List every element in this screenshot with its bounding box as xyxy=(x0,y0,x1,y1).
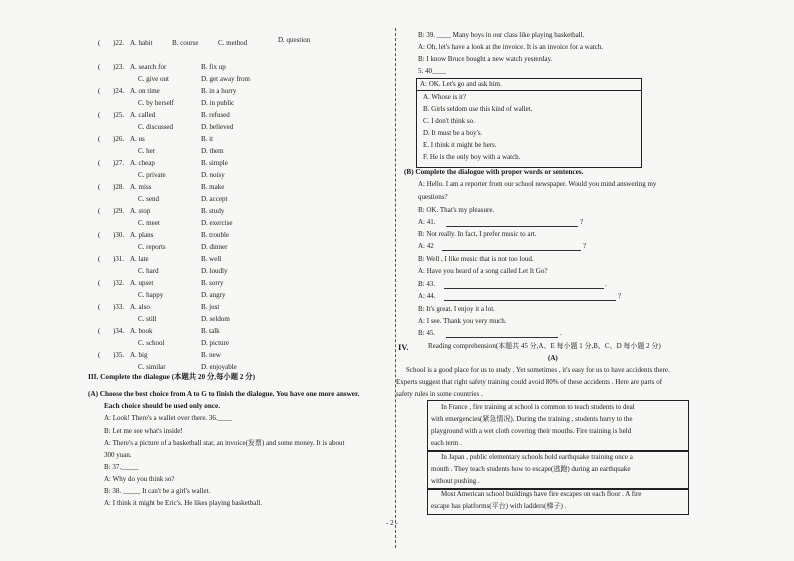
dialogue-line: A: OK. Let's go and ask him. xyxy=(420,80,502,88)
question-number: )23. xyxy=(113,63,125,71)
option-c: C. similar xyxy=(138,363,166,371)
reading-subtitle: (A) xyxy=(548,354,558,362)
question-number: )31. xyxy=(113,255,125,263)
answer-paren: ( xyxy=(98,63,101,71)
option-d: D. enjoyable xyxy=(201,363,237,371)
option-b: B. new xyxy=(201,351,221,359)
option-a: A. book xyxy=(130,327,153,335)
option-item: A. Whose is it? xyxy=(423,93,467,101)
option-b: B. trouble xyxy=(201,231,229,239)
option-c: C. her xyxy=(138,147,156,155)
dialogue-line: B: 45. xyxy=(418,329,436,337)
option-c: C. send xyxy=(138,195,159,203)
option-c: C. discussed xyxy=(138,123,173,131)
option-b: B. refused xyxy=(201,111,230,119)
q-mark: ? xyxy=(618,292,622,300)
column-divider xyxy=(395,28,396,548)
option-b: B. sorry xyxy=(201,279,224,287)
dialogue-line: B: Let me see what's inside! xyxy=(104,427,183,435)
option-b: B. well xyxy=(201,255,222,263)
page-number: - 2 - xyxy=(386,519,398,527)
answer-blank-45[interactable] xyxy=(446,337,558,338)
question-number: )34. xyxy=(113,327,125,335)
rule-line: each term . xyxy=(431,439,462,447)
option-a: A. stop xyxy=(130,207,151,215)
question-number: )35. xyxy=(113,351,125,359)
option-c: C. happy xyxy=(138,291,164,299)
options-box-rule xyxy=(416,90,641,91)
part-b-title: (B) Complete the dialogue with proper words or sentences. xyxy=(404,168,584,176)
part-a-instruction-2: Each choice should be used only once. xyxy=(104,402,221,410)
dialogue-line: B: 43. xyxy=(418,280,436,288)
question-number: )22. xyxy=(113,39,125,47)
question-number: )24. xyxy=(113,87,125,95)
option-item: E. I think it might be hers. xyxy=(423,141,497,149)
dialogue-line: A: 42 xyxy=(418,242,434,250)
answer-blank-43[interactable] xyxy=(444,288,604,289)
option-d: D. exercise xyxy=(201,219,233,227)
dialogue-line: B: 39. ____ Many boys in our class like playing basketball. xyxy=(418,31,585,39)
dialogue-line: B: OK. That's my pleasure. xyxy=(418,206,495,214)
option-c: C. school xyxy=(138,339,165,347)
option-d: D. them xyxy=(201,147,224,155)
dialogue-line: B: I know Bruce bought a new watch yesterday. xyxy=(418,55,553,63)
option-c: C. give out xyxy=(138,75,169,83)
question-number: )28. xyxy=(113,183,125,191)
option-item: C. I don't think so. xyxy=(423,117,475,125)
rule-line: without pushing . xyxy=(431,477,480,485)
answer-paren: ( xyxy=(98,111,101,119)
dialogue-line: A: Have you heard of a song called Let It Go? xyxy=(418,267,548,275)
option-a: A. big xyxy=(130,351,148,359)
dialogue-line: A: 44. xyxy=(418,292,436,300)
option-c: C. private xyxy=(138,171,166,179)
option-b: B. study xyxy=(201,207,225,215)
rule-line: Most American school buildings have fire escapes on each floor . A fire xyxy=(441,490,642,498)
option-a: A. search for xyxy=(130,63,167,71)
answer-paren: ( xyxy=(98,87,101,95)
option-b: B. talk xyxy=(201,327,220,335)
dialogue-line: questions? xyxy=(418,193,448,201)
option-d: D. seldom xyxy=(201,315,230,323)
option-a: A. plans xyxy=(130,231,154,239)
answer-paren: ( xyxy=(98,351,101,359)
answer-paren: ( xyxy=(98,135,101,143)
option-item: F. He is the only boy with a watch. xyxy=(423,153,521,161)
option-a: A. miss xyxy=(130,183,152,191)
rule-line: month . They teach students how to escape(逃跑) during an earthquake xyxy=(431,465,631,473)
option-d: D. question xyxy=(278,36,311,44)
part-a-instruction-1: (A) Choose the best choice from A to G to finish the dialogue. You have one more answer. xyxy=(88,390,360,398)
dialogue-line: B: It's great. I enjoy it a lot. xyxy=(418,305,495,313)
question-number: )25. xyxy=(113,111,125,119)
option-a: A. on time xyxy=(130,87,160,95)
answer-paren: ( xyxy=(98,327,101,335)
option-d: D. believed xyxy=(201,123,234,131)
answer-paren: ( xyxy=(98,207,101,215)
option-c: C. hard xyxy=(138,267,159,275)
option-c: C. method xyxy=(218,39,248,47)
option-a: A. late xyxy=(130,255,149,263)
question-number: )32. xyxy=(113,279,125,287)
option-d: D. noisy xyxy=(201,171,225,179)
option-d: D. angry xyxy=(201,291,226,299)
rule-line: escape has platforms(平台) with ladders(梯子) . xyxy=(431,502,567,510)
q-mark: ? xyxy=(580,218,584,226)
option-d: D. get away from xyxy=(201,75,250,83)
answer-paren: ( xyxy=(98,279,101,287)
option-b: B. fix up xyxy=(201,63,226,71)
section-4-title: Reading comprehension(本题共 45 分,A、E 每小题 1 分,B、C、D 每小题 2 分) xyxy=(428,342,661,350)
question-number: )29. xyxy=(113,207,125,215)
q-mark: . xyxy=(605,280,607,288)
answer-paren: ( xyxy=(98,183,101,191)
option-b: B. it xyxy=(201,135,214,143)
option-a: A. also xyxy=(130,303,150,311)
option-d: D. in public xyxy=(201,99,235,107)
option-a: A. cheap xyxy=(130,159,155,167)
option-c: C. reports xyxy=(138,243,166,251)
option-a: A. habit xyxy=(130,39,153,47)
dialogue-line: B: Not really. In fact, I prefer music to art. xyxy=(418,230,537,238)
answer-paren: ( xyxy=(98,39,101,47)
option-a: A. called xyxy=(130,111,156,119)
question-number: )30. xyxy=(113,231,125,239)
rule-line: In Japan , public elementary schools hold earthquake training once a xyxy=(441,453,633,461)
reading-intro-line: School is a good place for us to study . Yet sometimes , it's easy for us to have accidents there. xyxy=(406,366,670,374)
question-number: )26. xyxy=(113,135,125,143)
reading-intro-line: safety rules in some countries . xyxy=(396,390,483,398)
dialogue-line: A: Look! There's a wallet over there. 36.____ xyxy=(104,414,232,422)
q-mark: . xyxy=(560,329,562,337)
q-mark: ? xyxy=(583,242,587,250)
section-3-title: III. Complete the dialogue (本题共 20 分,每小题 2 分) xyxy=(88,372,256,381)
option-c: C. by herself xyxy=(138,99,174,107)
dialogue-line: A: Hello. I am a reporter from our school newspaper. Would you mind answering my xyxy=(418,180,657,188)
option-b: B. in a hurry xyxy=(201,87,237,95)
dialogue-line: B: 38. _____ It can't be a girl's wallet. xyxy=(104,487,211,495)
option-d: D. picture xyxy=(201,339,229,347)
dialogue-line: A: I think it might be Eric's. He likes playing basketball. xyxy=(104,499,262,507)
reading-intro-line: Experts suggest that right safety training could avoid 80% of these accidents . Here are parts of xyxy=(396,378,663,386)
option-d: D. dinner xyxy=(201,243,228,251)
option-b: B. course xyxy=(172,39,199,47)
dialogue-line: 300 yuan. xyxy=(104,451,132,459)
dialogue-line: A: There's a picture of a basketball star, an invoice(发票) and some money. It is about xyxy=(104,439,345,447)
dialogue-line: B: Well , I like music that is not too loud. xyxy=(418,255,534,263)
answer-paren: ( xyxy=(98,303,101,311)
rule-line: playground with a wet cloth covering their mouths. Fire training is held xyxy=(431,427,632,435)
option-c: C. still xyxy=(138,315,157,323)
dialogue-line: A: I see. Thank you very much. xyxy=(418,317,507,325)
answer-paren: ( xyxy=(98,159,101,167)
option-d: D. accept xyxy=(201,195,228,203)
option-b: B. make xyxy=(201,183,225,191)
dialogue-line: A: Why do you think so? xyxy=(104,475,175,483)
option-b: B. simple xyxy=(201,159,228,167)
answer-paren: ( xyxy=(98,231,101,239)
option-d: D. loudly xyxy=(201,267,228,275)
question-number: )33. xyxy=(113,303,125,311)
option-b: B. just xyxy=(201,303,220,311)
option-item: B. Girls seldom use this kind of wallet. xyxy=(423,105,533,113)
dialogue-line: 5. 40____ xyxy=(418,67,446,75)
answer-blank-44[interactable] xyxy=(444,300,616,301)
rule-line: In France , fire training at school is common to teach students to deal xyxy=(441,403,635,411)
answer-blank-42[interactable] xyxy=(442,250,581,251)
rule-line: with emergencies(紧急情况). During the training , students hurry to the xyxy=(431,415,633,423)
option-item: D. It must be a boy's. xyxy=(423,129,483,137)
answer-blank-41[interactable] xyxy=(446,226,578,227)
dialogue-line: A: Oh, let's have a look at the invoice. It is an invoice for a watch. xyxy=(418,43,604,51)
section-4-number: IV. xyxy=(398,342,409,352)
answer-paren: ( xyxy=(98,255,101,263)
option-a: A. us xyxy=(130,135,145,143)
option-c: C. meet xyxy=(138,219,160,227)
dialogue-line: B: 37._____ xyxy=(104,463,139,471)
question-number: )27. xyxy=(113,159,125,167)
dialogue-line: A: 41. xyxy=(418,218,436,226)
option-a: A. upset xyxy=(130,279,154,287)
